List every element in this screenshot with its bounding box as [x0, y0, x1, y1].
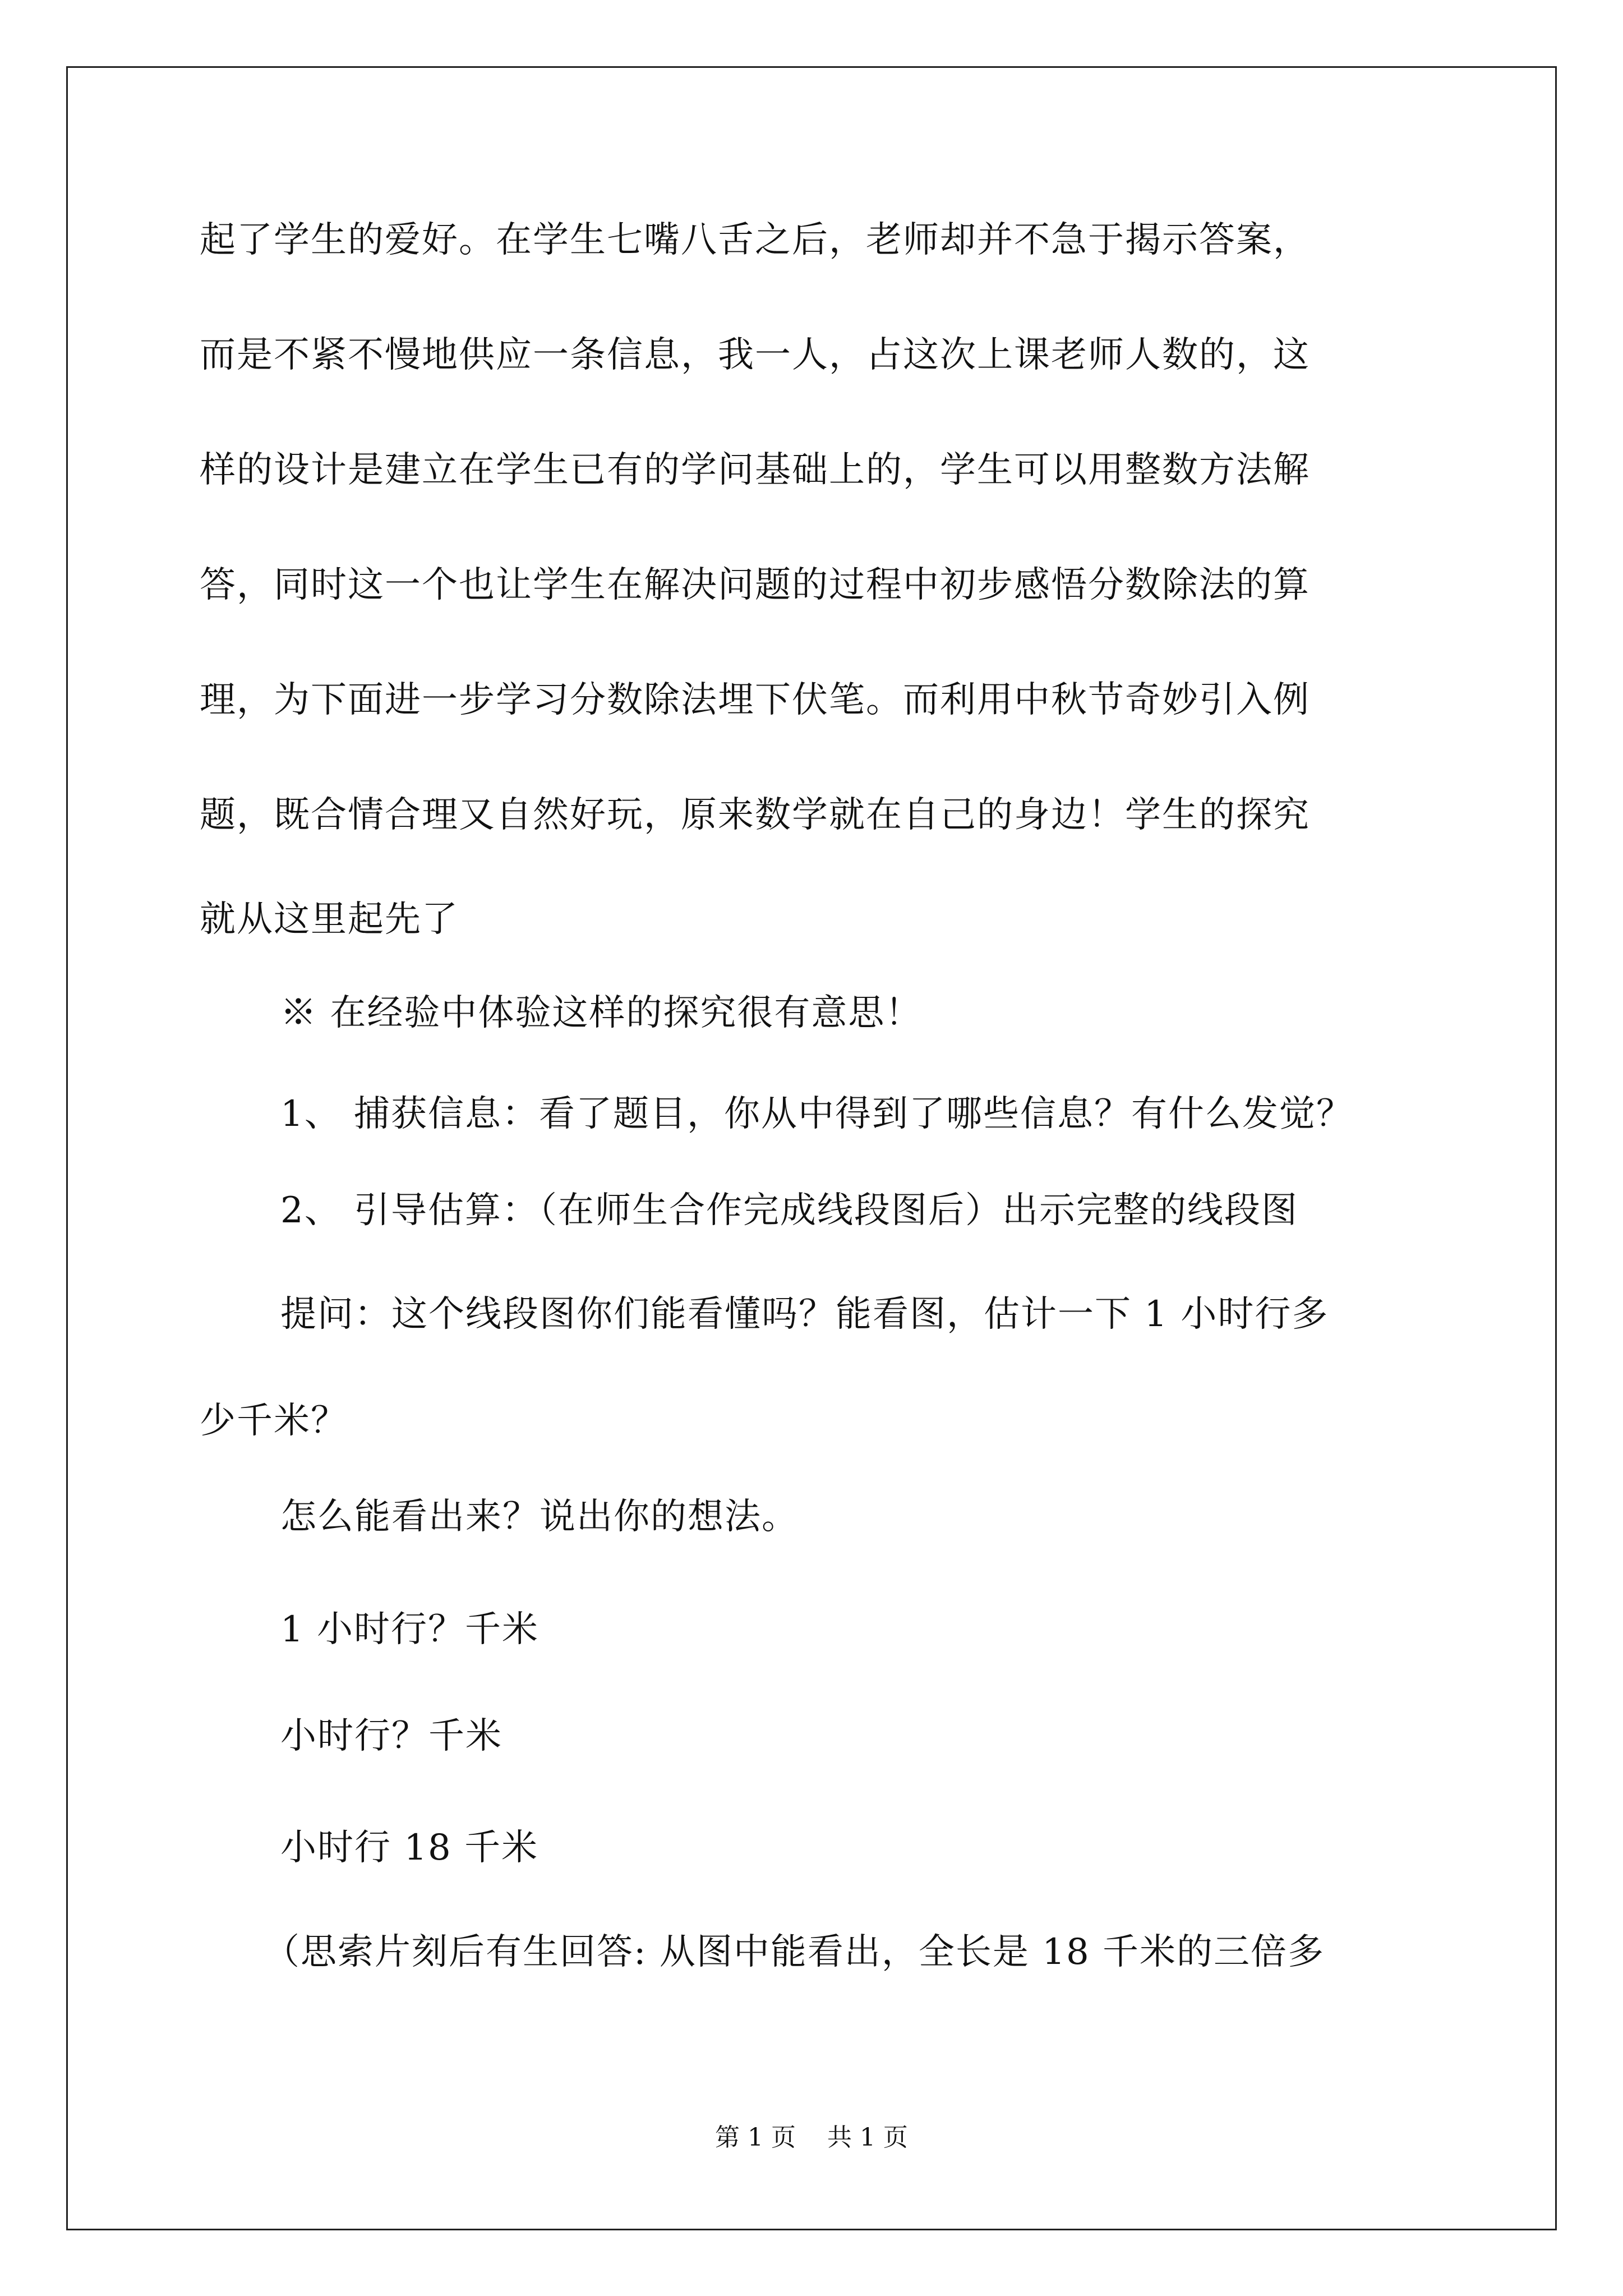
paragraph-line: 答，同时这一个也让学生在解决问题的过程中初步感悟分数除法的算: [200, 564, 1310, 606]
paragraph-line: 就从这里起先了: [200, 899, 459, 940]
prompt: 怎么能看出来？说出你的想法。: [280, 1496, 799, 1538]
list-item: 小时行？千米: [280, 1715, 502, 1757]
paragraph-line: 样的设计是建立在学生已有的学问基础上的，学生可以用整数方法解: [200, 449, 1310, 491]
paragraph-line: 题，既合情合理又自然好玩，原来数学就在自己的身边！学生的探究: [200, 794, 1310, 836]
step-2: 2、 引导估算：（在师生合作完成线段图后）出示完整的线段图: [280, 1190, 1299, 1231]
paragraph-line: 而是不紧不慢地供应一条信息，我一人，占这次上课老师人数的，这: [200, 334, 1310, 376]
step-1: 1、 捕获信息：看了题目，你从中得到了哪些信息？有什么发觉？: [280, 1093, 1354, 1135]
page-border: [66, 66, 1557, 2230]
question-line-2: 少千米？: [200, 1400, 348, 1442]
answer-line: （思索片刻后有生回答: 从图中能看出，全长是 18 千米的三倍多: [264, 1931, 1325, 1973]
list-item: 小时行 18 千米: [280, 1827, 539, 1869]
section-heading: ※ 在经验中体验这样的探究很有意思！: [280, 992, 923, 1034]
list-item: 1 小时行？千米: [280, 1609, 540, 1650]
question-line-1: 提问：这个线段图你们能看懂吗？能看图，估计一下 1 小时行多: [280, 1294, 1329, 1335]
paragraph-line: 起了学生的爱好。在学生七嘴八舌之后，老师却并不急于揭示答案，: [200, 219, 1310, 261]
paragraph-line: 理，为下面进一步学习分数除法埋下伏笔。而利用中秋节奇妙引入例: [200, 679, 1310, 721]
page-footer: 第 1 页 共 1 页: [715, 2123, 908, 2152]
